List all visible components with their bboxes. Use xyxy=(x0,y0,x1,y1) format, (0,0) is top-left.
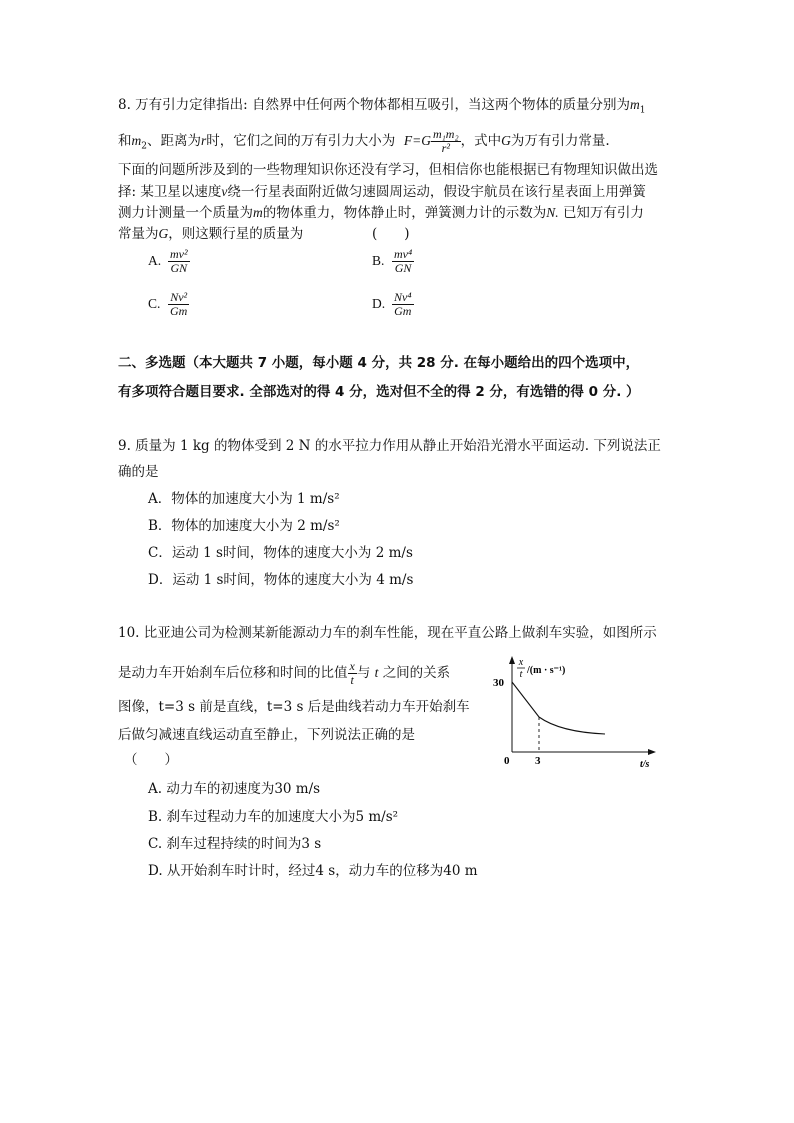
graph-origin: 0 xyxy=(504,755,510,767)
graph-line-segment xyxy=(512,682,539,717)
q10-line-4: 后做匀减速直线运动直至静止，下列说法正确的是 xyxy=(118,727,415,743)
q10-option-b: B. 刹车过程动力车的加速度大小为5 m/s² xyxy=(148,809,399,825)
q10-option-a: A. 动力车的初速度为30 m/s xyxy=(148,781,321,797)
graph-curve xyxy=(539,717,605,734)
q8-option-d: D. $\frac{\text{Nv⁴}}{Gm}$ xyxy=(372,290,412,318)
graph-y-tick-30: 30 xyxy=(493,677,504,689)
q8-line-5: 测力计测量一个质量为m的物体重力，物体静止时，弹簧测力计的示数为N. 已知万有引力 xyxy=(118,205,644,221)
q8-option-a: A. $\frac{\text{mv²}}{GN}$ xyxy=(148,247,188,275)
graph-ylabel-unit: /(m · s⁻¹) xyxy=(527,665,566,676)
q10-option-d: D. 从开始刹车时计时，经过4 s，动力车的位移为40 m xyxy=(148,863,478,879)
q9-option-d: D．运动 1 s时间，物体的速度大小为 4 m/s xyxy=(148,572,414,588)
q8-line-1: 8. 万有引力定律指出: 自然界中任何两个物体都相互吸引，当这两个物体的质量分别为$m_1$ xyxy=(118,97,646,116)
q10-line-1: 10. 比亚迪公司为检测某新能源动力车的刹车性能，现在平直公路上做刹车实验，如图所示 xyxy=(118,625,657,641)
q9-option-c: C．运动 1 s时间，物体的速度大小为 2 m/s xyxy=(148,545,413,561)
q8-line-6: 常量为G，则这颗行星的质量为 xyxy=(118,226,304,242)
q10-line-3: 图像，t=3 s 前是直线，t=3 s 后是曲线若动力车开始刹车 xyxy=(118,699,470,715)
graph-ylabel-den: t xyxy=(519,669,523,680)
gravity-formula: F=G xyxy=(403,133,431,148)
q8-line-4: 择: 某卫星以速度v绕一行星表面附近做匀速圆周运动，假设宇航员在该行星表面上用弹簧 xyxy=(118,184,646,200)
q9-line-2: 确的是 xyxy=(118,464,159,480)
graph-xlabel: t/s xyxy=(640,759,650,770)
q10-graph xyxy=(490,652,670,770)
section2-heading-line-1: 二、多选题（本大题共 7 小题，每小题 4 分，共 28 分. 在每小题给出的四个选项中， xyxy=(118,355,640,371)
graph-x-arrow xyxy=(648,749,656,755)
graph-x-tick-3: 3 xyxy=(535,755,541,767)
graph-y-arrow xyxy=(509,656,515,664)
gravity-formula-fraction: $\frac{\text{m₁m₂}}{\text{r²}}$ xyxy=(432,127,459,155)
q10-answer-blank: （ ） xyxy=(124,752,178,768)
q9-option-a: A．物体的加速度大小为 1 m/s² xyxy=(148,491,340,507)
q9-option-b: B．物体的加速度大小为 2 m/s² xyxy=(148,518,340,534)
q9-line-1: 9. 质量为 1 kg 的物体受到 2 N 的水平拉力作用从静止开始沿光滑水平面运动. 下列说法正 xyxy=(118,438,661,454)
q8-answer-blank: ( ) xyxy=(372,226,410,242)
q10-option-c: C. 刹车过程持续的时间为3 s xyxy=(148,836,322,852)
q8-option-b: B. $\frac{\text{mv⁴}}{GN}$ xyxy=(372,247,413,275)
graph-ylabel-num: x xyxy=(518,657,524,668)
q10-line-2: 是动力车开始刹车后位移和时间的比值 $\frac{x}{t}$ 与 t 之间的关系 xyxy=(118,659,451,687)
q8-line-3: 下面的问题所涉及到的一些物理知识你还没有学习，但相信你也能根据已有物理知识做出选 xyxy=(118,162,658,178)
q8-line-2: 和$m_2$、距离为r时，它们之间的万有引力大小为 F=G $\frac{\text{m₁m₂}}{\text{r²}}$ ，式中G为万有引力常量. xyxy=(118,127,610,155)
q8-option-c: C. $\frac{\text{Nv²}}{Gm}$ xyxy=(148,290,188,318)
section2-heading-line-2: 有多项符合题目要求. 全部选对的得 4 分，选对但不全的得 2 分，有选错的得 0 分. ） xyxy=(118,384,640,400)
